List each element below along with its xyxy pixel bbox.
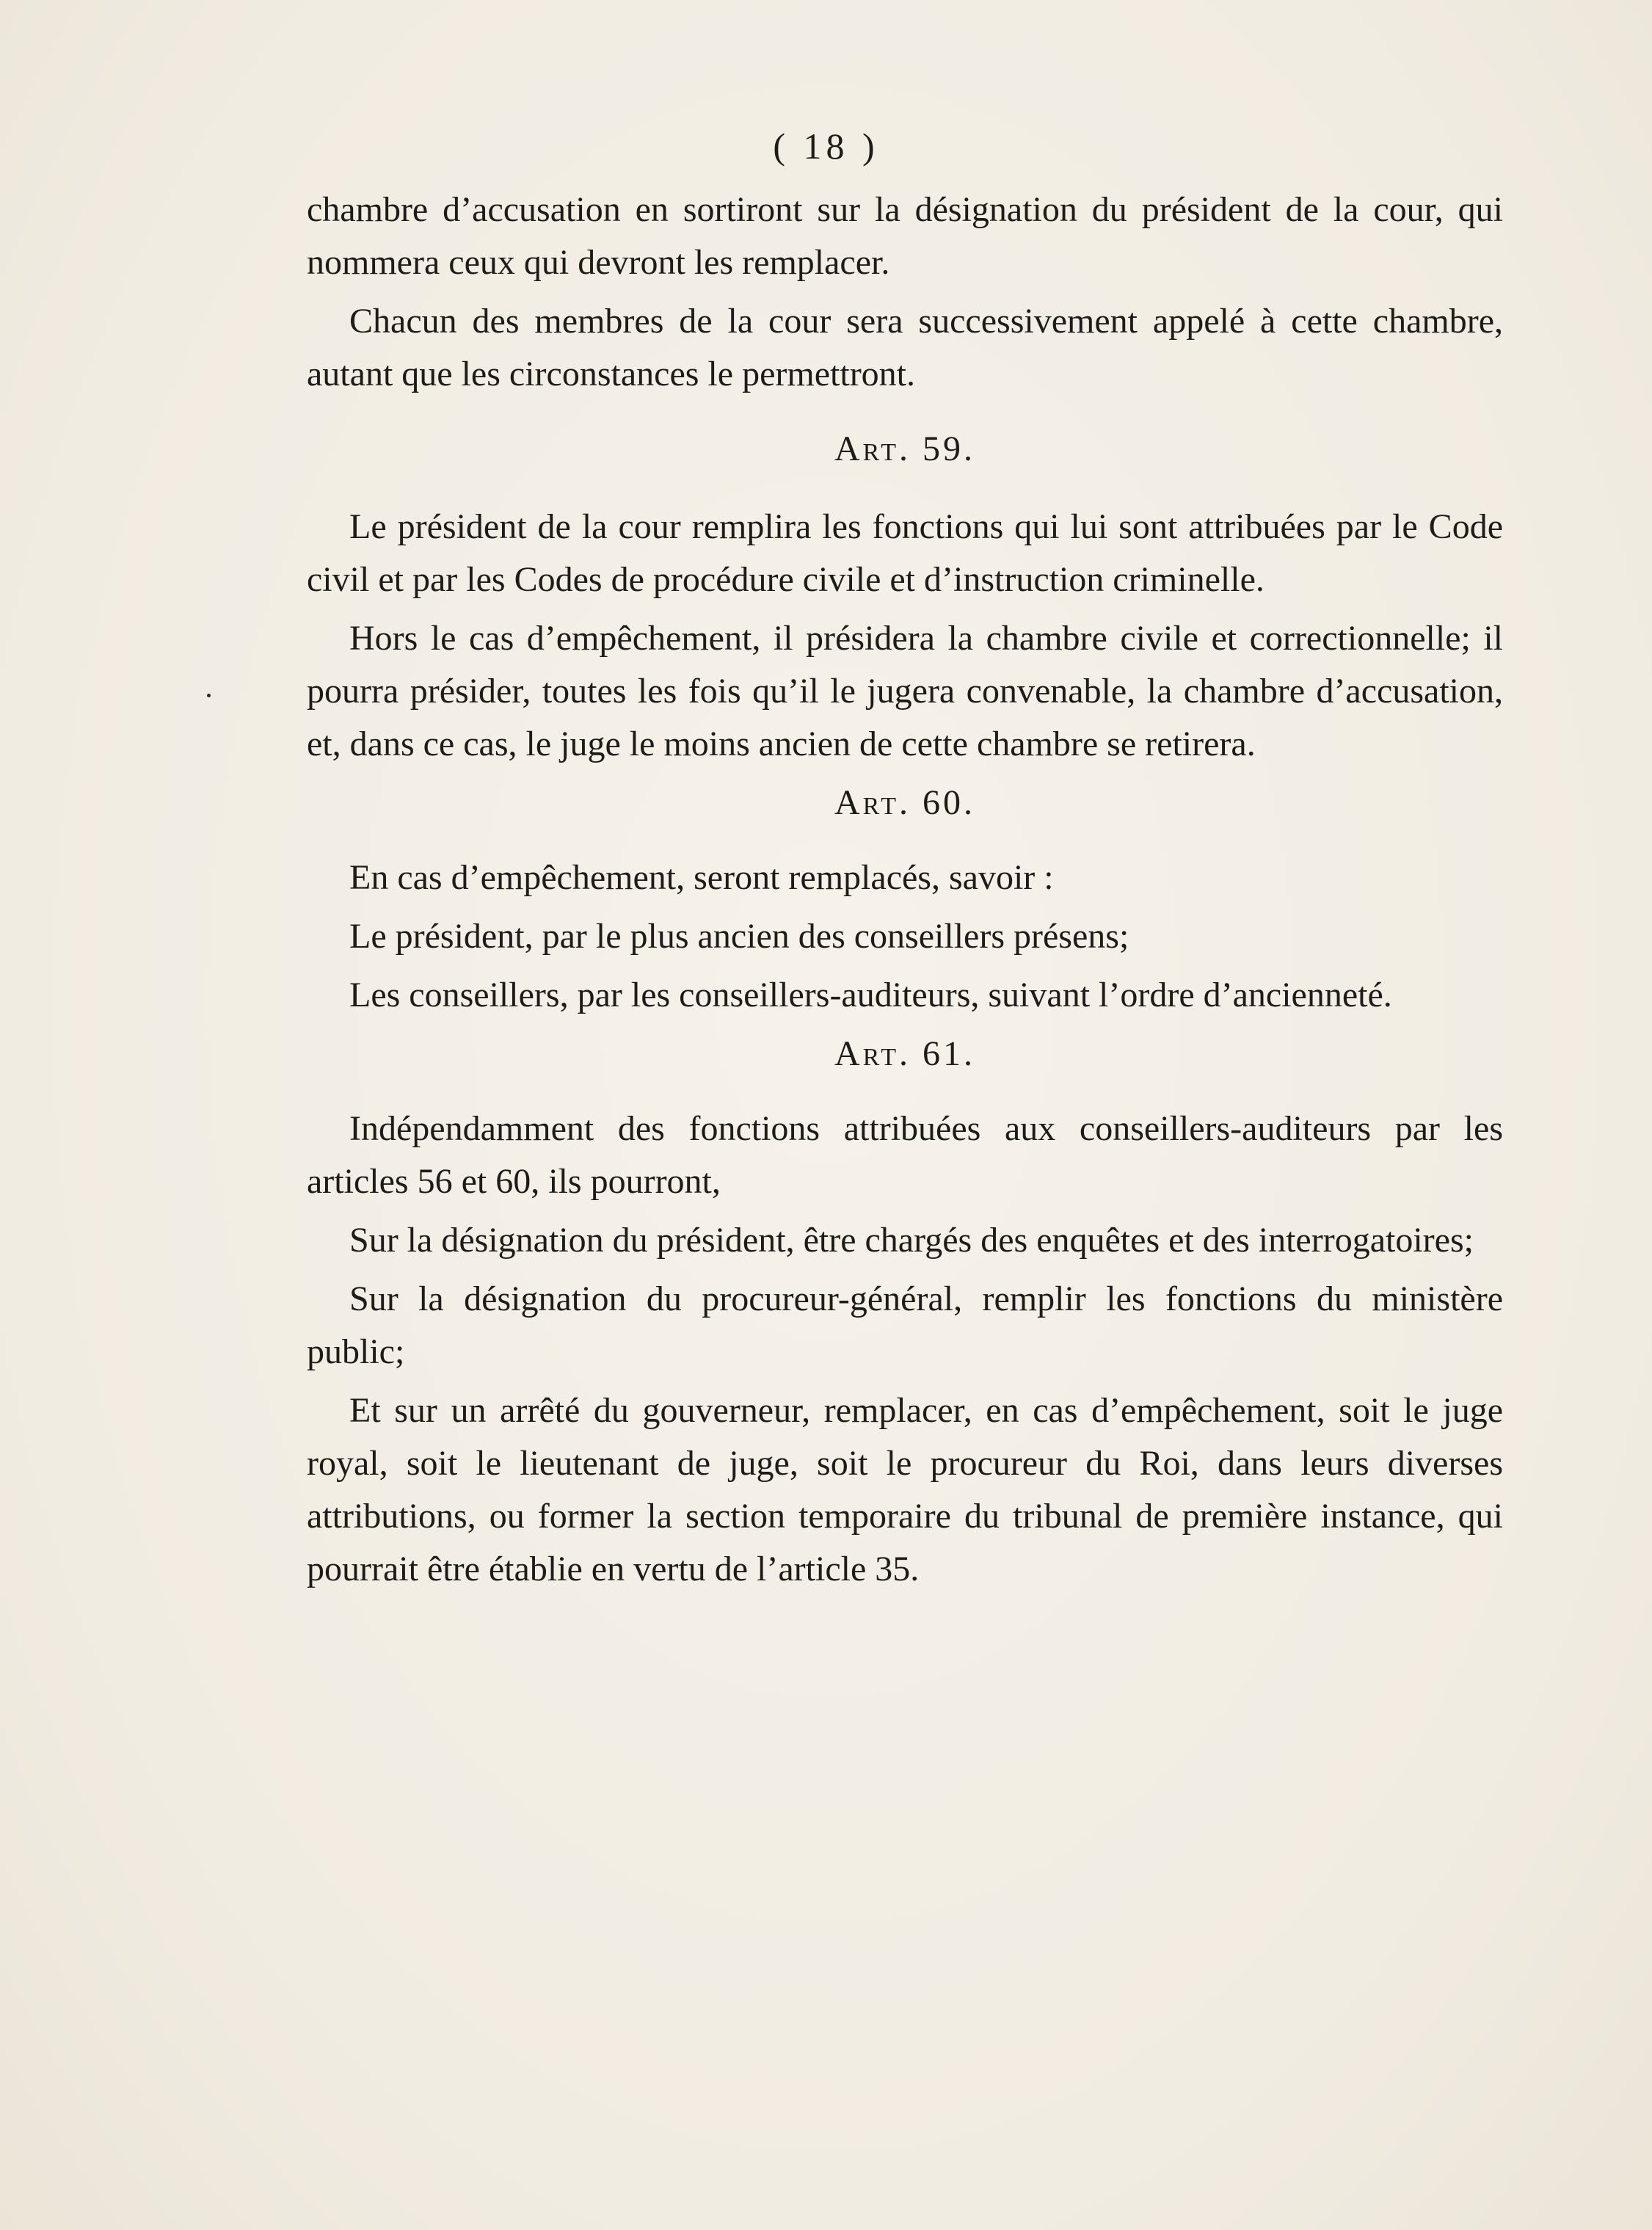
paragraph: Et sur un arrêté du gouverneur, remplacer, en cas d’empêchement, soit le juge royal, soit le lieutenant de juge, soit le procureur du Roi, dans leurs diverses attributions, ou former la section temporaire du tribunal de première instance, qui pourrait être établie en vertu de l’article 35. <box>307 1391 1503 1588</box>
paragraph: Sur la désignation du président, être chargés des enquêtes et des interrogatoires; <box>349 1221 1474 1260</box>
paragraph: En cas d’empêchement, seront remplacés, savoir : <box>349 858 1054 897</box>
paragraph: Le président, par le plus ancien des conseillers présens; <box>349 917 1129 956</box>
article-heading-59: Art. 59. <box>834 429 976 468</box>
paragraph: Indépendamment des fonctions attribuées aux conseillers-auditeurs par les articles 56 et 60, ils pourront, <box>307 1109 1503 1201</box>
paragraph: Hors le cas d’empêchement, il présidera la chambre civile et correctionnelle; il pourra présider, toutes les fois qu’il le jugera convenable, la chambre d’accusation, et, dans ce cas, le juge le moins ancien de cette chambre se retirera. <box>307 619 1503 763</box>
body-text <box>307 184 1503 1602</box>
article-heading-61: Art. 61. <box>834 1034 976 1073</box>
article-heading-60: Art. 60. <box>834 783 976 822</box>
paragraph: Le président de la cour remplira les fonctions qui lui sont attribuées par le Code civil et par les Codes de procédure civile et d’instruction criminelle. <box>307 507 1503 599</box>
paragraph: chambre d’accusation en sortiront sur la désignation du président de la cour, qui nommera ceux qui devront les remplacer. <box>307 190 1503 282</box>
paragraph: Chacun des membres de la cour sera successivement appelé à cette chambre, autant que les circonstances le permettront. <box>307 302 1503 393</box>
page-number: ( 18 ) <box>773 126 879 167</box>
paragraph: Les conseillers, par les conseillers-auditeurs, suivant l’ordre d’ancienneté. <box>349 976 1392 1014</box>
paragraph: Sur la désignation du procureur-général, remplir les fonctions du ministère public; <box>307 1279 1503 1371</box>
ink-speck <box>207 694 211 697</box>
